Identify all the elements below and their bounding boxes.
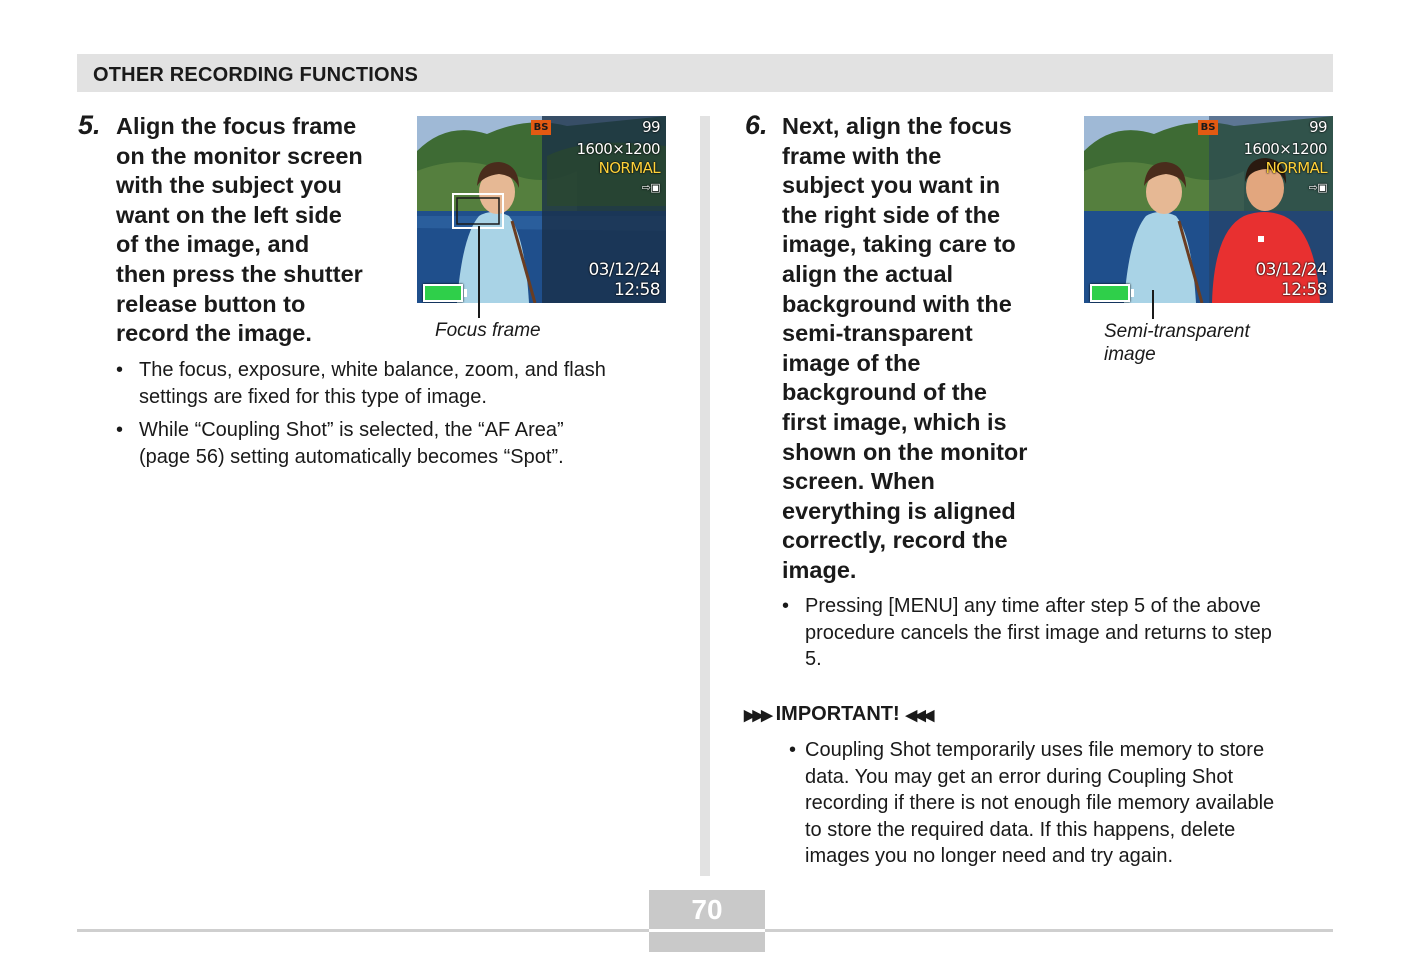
list-item: [789, 737, 1349, 870]
step-5-line: of the image, and: [116, 231, 310, 258]
battery-icon: [423, 284, 463, 302]
right-pointing-triangles-icon: ▶▶▶: [744, 706, 770, 724]
quality-setting: NORMAL: [598, 159, 660, 177]
step-5-line: then press the shutter: [116, 260, 363, 287]
note-line: images you no longer need and try again.: [805, 845, 1174, 867]
note-line: data. You may get an error during Coupling Shot: [805, 765, 1234, 788]
image-size: 1600×1200: [1243, 140, 1327, 158]
step-5-number: 5.: [78, 110, 101, 140]
step-6-notes: [782, 593, 1342, 680]
step-5-line: on the monitor screen: [116, 142, 363, 169]
step-6-line: image.: [782, 556, 857, 583]
page-number-box: [649, 890, 765, 952]
date-readout: 03/12/24: [588, 260, 660, 280]
note-line: (page 56) setting automatically becomes “Spot”.: [139, 445, 564, 468]
step-6-line: subject you want in: [782, 172, 1001, 199]
step-6-line: image of the: [782, 349, 921, 376]
step-6-line: everything is aligned: [782, 497, 1016, 524]
list-item: [782, 593, 1342, 673]
section-title: OTHER RECORDING FUNCTIONS: [93, 64, 418, 86]
note-line: • Coupling Shot temporarily uses file memory to store: [805, 739, 1265, 761]
list-item: [116, 417, 681, 470]
focus-frame-caption: Focus frame: [435, 320, 541, 341]
focus-frame-leader-line: [478, 226, 480, 318]
step-6-line: shown on the monitor: [782, 438, 1028, 465]
semi-transparent-caption: [1104, 320, 1250, 366]
step-6-line: image, taking care to: [782, 231, 1016, 258]
step-5-notes: [116, 357, 681, 477]
camera-screen-focus-frame: [417, 116, 666, 303]
section-header: [77, 54, 1333, 92]
page-box-divider: [649, 929, 765, 932]
shots-remaining: 99: [1309, 118, 1327, 136]
quality-setting: NORMAL: [1265, 159, 1327, 177]
step-6-line: frame with the: [782, 142, 942, 169]
step-6-line: correctly, record the: [782, 527, 1008, 554]
bestshot-badge: BS: [531, 120, 551, 135]
list-item: [116, 357, 681, 410]
important-notes: [789, 737, 1349, 877]
semi-transparent-leader-line: [1152, 290, 1154, 319]
page-number: 70: [691, 894, 723, 925]
note-line: recording if there is not enough file memory available: [805, 792, 1275, 814]
step-6-line: the right side of the: [782, 201, 1001, 228]
time-readout: 12:58: [614, 280, 660, 300]
note-line: settings are fixed for this type of image.: [139, 385, 487, 408]
time-readout: 12:58: [1281, 280, 1327, 300]
step-5-text: [116, 112, 363, 349]
step-5-line: release button to: [116, 290, 306, 317]
image-size: 1600×1200: [576, 140, 660, 158]
step-5-line: with the subject you: [116, 172, 342, 199]
bestshot-badge: BS: [1198, 120, 1218, 135]
left-pointing-triangles-icon: ◀◀◀: [905, 706, 932, 724]
camera-screen-semi-transparent: [1084, 116, 1333, 303]
date-readout: 03/12/24: [1255, 260, 1327, 280]
note-line: 5.: [805, 648, 822, 670]
step-6-line: background with the: [782, 290, 1012, 317]
important-label: IMPORTANT!: [775, 703, 900, 725]
caption-line: Semi-transparent: [1104, 321, 1250, 342]
step-6-line: align the actual: [782, 260, 954, 287]
step-5-line: record the image.: [116, 320, 312, 347]
step-6-line: Next, align the focus: [782, 113, 1012, 139]
flash-mode-icon: ⇨▣: [1308, 181, 1327, 194]
step-6-number: 6.: [745, 110, 768, 140]
step-6-line: screen. When: [782, 468, 935, 495]
note-line: to store the required data. If this happens, delete: [805, 818, 1236, 841]
step-6-line: background of the: [782, 379, 987, 406]
flash-mode-icon: ⇨▣: [641, 181, 660, 194]
note-line: procedure cancels the first image and returns to step: [805, 621, 1272, 644]
shots-remaining: 99: [642, 118, 660, 136]
step-6-text: [782, 112, 1027, 586]
note-line: • Pressing [MENU] any time after step 5 of the above: [805, 595, 1261, 617]
step-6-line: semi-transparent: [782, 320, 973, 347]
note-line: • While “Coupling Shot” is selected, the “AF Area”: [139, 419, 564, 441]
step-6-line: first image, which is: [782, 408, 1007, 435]
step-5-line: Align the focus frame: [116, 113, 357, 139]
caption-line: image: [1104, 344, 1156, 365]
column-divider: [700, 116, 710, 876]
important-heading: [744, 703, 931, 726]
note-line: • The focus, exposure, white balance, zoom, and flash: [139, 359, 606, 381]
battery-icon: [1090, 284, 1130, 302]
step-5-line: want on the left side: [116, 201, 342, 228]
